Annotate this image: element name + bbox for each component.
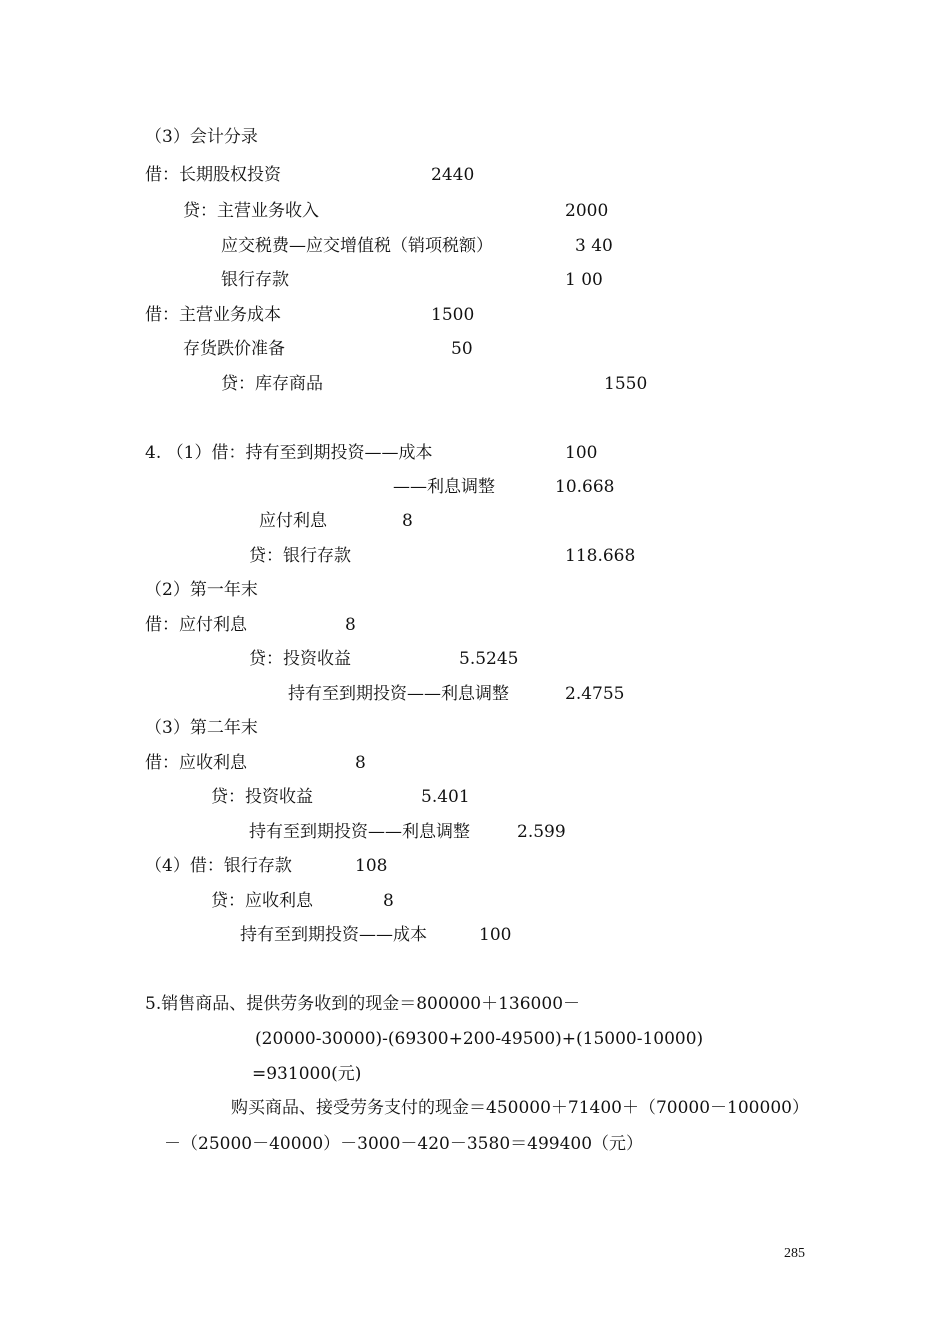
text-line: (20000-30000)-(69300+200-49500)+(15000-10000) (255, 1029, 704, 1049)
text-line: 3 40 (575, 236, 613, 256)
text-line: 贷：库存商品 (221, 374, 323, 394)
text-line: （3）会计分录 (145, 127, 258, 147)
page-number: 285 (784, 1246, 805, 1261)
text-line: 8 (402, 511, 413, 531)
text-line: （2）第一年末 (145, 580, 258, 600)
text-line: 2000 (565, 201, 609, 221)
text-line: 持有至到期投资——利息调整 (249, 822, 470, 842)
text-line: 118.668 (565, 546, 636, 566)
text-line: 借：主营业务成本 (145, 305, 281, 325)
text-line: 银行存款 (221, 270, 289, 290)
text-line: 贷：银行存款 (249, 546, 351, 566)
text-line: 10.668 (555, 477, 615, 497)
text-line: 1550 (604, 374, 648, 394)
text-line: 购买商品、接受劳务支付的现金＝450000＋71400＋（70000－100000） (231, 1098, 809, 1118)
text-line: （3）第二年末 (145, 718, 258, 738)
text-line: －（25000－40000）－3000－420－3580＝499400（元） (164, 1134, 644, 1154)
text-line: 存货跌价准备 (183, 339, 285, 359)
text-line: 借：长期股权投资 (145, 165, 281, 185)
text-line: 贷：主营业务收入 (183, 201, 319, 221)
text-line: （4）借：银行存款 (145, 856, 292, 876)
text-line: 8 (383, 891, 394, 911)
text-line: 1500 (431, 305, 475, 325)
text-line: 4. （1）借：持有至到期投资——成本 (145, 443, 433, 463)
text-line: 5.5245 (459, 649, 519, 669)
text-line: 持有至到期投资——成本 (240, 925, 427, 945)
text-line: 100 (565, 443, 598, 463)
text-line: 108 (355, 856, 388, 876)
text-line: 5.401 (421, 787, 470, 807)
text-line: 5.销售商品、提供劳务收到的现金＝800000＋136000－ (145, 994, 581, 1014)
text-line: 应交税费—应交增值税（销项税额） (221, 236, 493, 256)
text-line: ——利息调整 (393, 477, 495, 497)
text-line: =931000(元) (252, 1064, 362, 1084)
text-line: 8 (355, 753, 366, 773)
text-line: 8 (345, 615, 356, 635)
text-line: 2.4755 (565, 684, 625, 704)
text-line: 借：应收利息 (145, 753, 247, 773)
text-line: 2.599 (517, 822, 566, 842)
text-line: 100 (479, 925, 512, 945)
text-line: 50 (451, 339, 473, 359)
text-line: 1 00 (565, 270, 603, 290)
text-line: 贷：投资收益 (249, 649, 351, 669)
text-line: 应付利息 (259, 511, 327, 531)
text-line: 2440 (431, 165, 475, 185)
text-line: 贷：投资收益 (211, 787, 313, 807)
text-line: 持有至到期投资——利息调整 (288, 684, 509, 704)
text-line: 贷：应收利息 (211, 891, 313, 911)
text-line: 借：应付利息 (145, 615, 247, 635)
